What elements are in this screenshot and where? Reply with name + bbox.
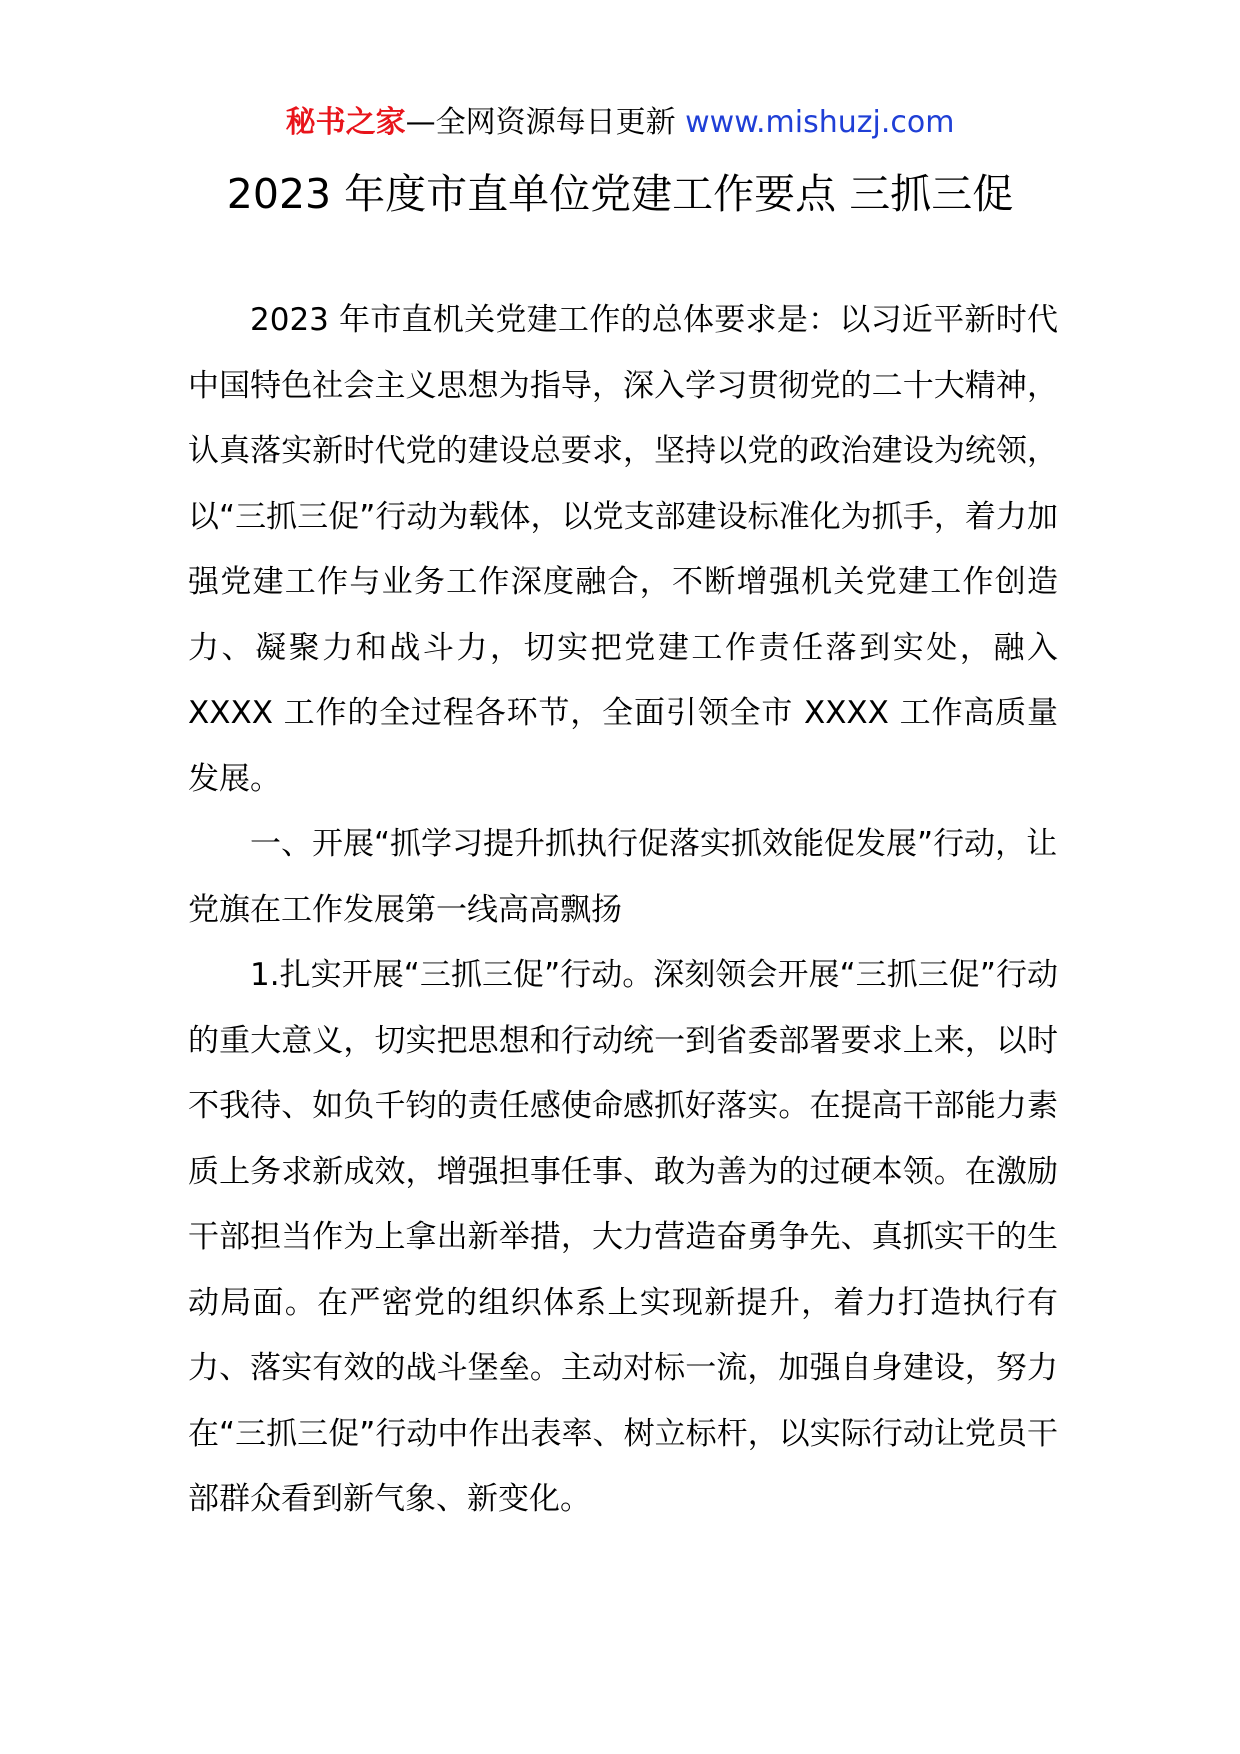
header-url-link[interactable]: www.mishuzj.com xyxy=(685,105,955,140)
text-line: 的组织体系上实现新提升，着力打造执行有力、落实有效 xyxy=(188,1284,1059,1386)
text-line: 干部群众看到新气象、新变化。 xyxy=(188,1415,1058,1517)
document-body xyxy=(188,288,1068,1533)
text-line: 政治建设为统领，以“三抓三促”行动为载体，以党支部 xyxy=(188,433,1059,535)
text-line: 要求上来，以时不我待、如负千钧的责任感使命感抓好落 xyxy=(188,1022,1059,1124)
text-line: 时代中国特色社会主义思想为指导，深入学习贯彻党的二 xyxy=(188,302,1059,404)
document-title: 2023 年度市直单位党建工作要点 三抓三促 xyxy=(226,170,1014,218)
text-line: 合，不断增强机关党建工作创造力、凝聚力和战斗力，切 xyxy=(188,564,1058,666)
text-line: 措，大力营造奋勇争先、真抓实干的生动局面。在严密党 xyxy=(188,1219,1059,1321)
header-brand: 秘书之家 xyxy=(285,105,406,140)
text-line: 敢为善为的过硬本领。在激励干部担当作为上拿出新举 xyxy=(188,1153,1058,1255)
text-line: 2023 年市直机关党建工作的总体要求是：以习近平新 xyxy=(250,302,996,338)
text-line: 促”行动的重大意义，切实把思想和行动统一到省委部署 xyxy=(188,957,1058,1059)
text-line: 行动，让党旗在工作发展第一线高高飘扬 xyxy=(188,826,1058,928)
section-heading-1 xyxy=(188,812,1058,943)
text-line: 建设标准化为抓手，着力加强党建工作与业务工作深度融 xyxy=(188,498,1058,600)
site-header xyxy=(0,100,1240,146)
paragraph-overall-requirements xyxy=(188,288,1068,812)
text-line: 环节，全面引领全市 XXXX 工作高质量发展。 xyxy=(188,695,1059,797)
text-line: 抓三促”行动中作出表率、树立标杆，以实际行动让党员 xyxy=(266,1415,1027,1452)
text-line: 十大精神，认真落实新时代党的建设总要求，坚持以党的 xyxy=(188,367,1058,469)
header-slogan: —全网资源每日更新 xyxy=(405,105,676,140)
text-line: 实。在提高干部能力素质上务求新成效，增强担事任事、 xyxy=(188,1088,1059,1190)
text-line: 实把党建工作责任落到实处，融入 XXXX 工作的全过程各 xyxy=(188,629,1068,731)
text-line: 的战斗堡垒。主动对标一流，加强自身建设，努力在“三 xyxy=(188,1350,1059,1452)
text-line: 1.扎实开展“三抓三促”行动。深刻领会开展“三抓三 xyxy=(250,957,949,993)
paragraph-item-1 xyxy=(188,943,1058,1533)
text-line: 一、开展“抓学习提升抓执行促落实抓效能促发展” xyxy=(250,826,934,862)
